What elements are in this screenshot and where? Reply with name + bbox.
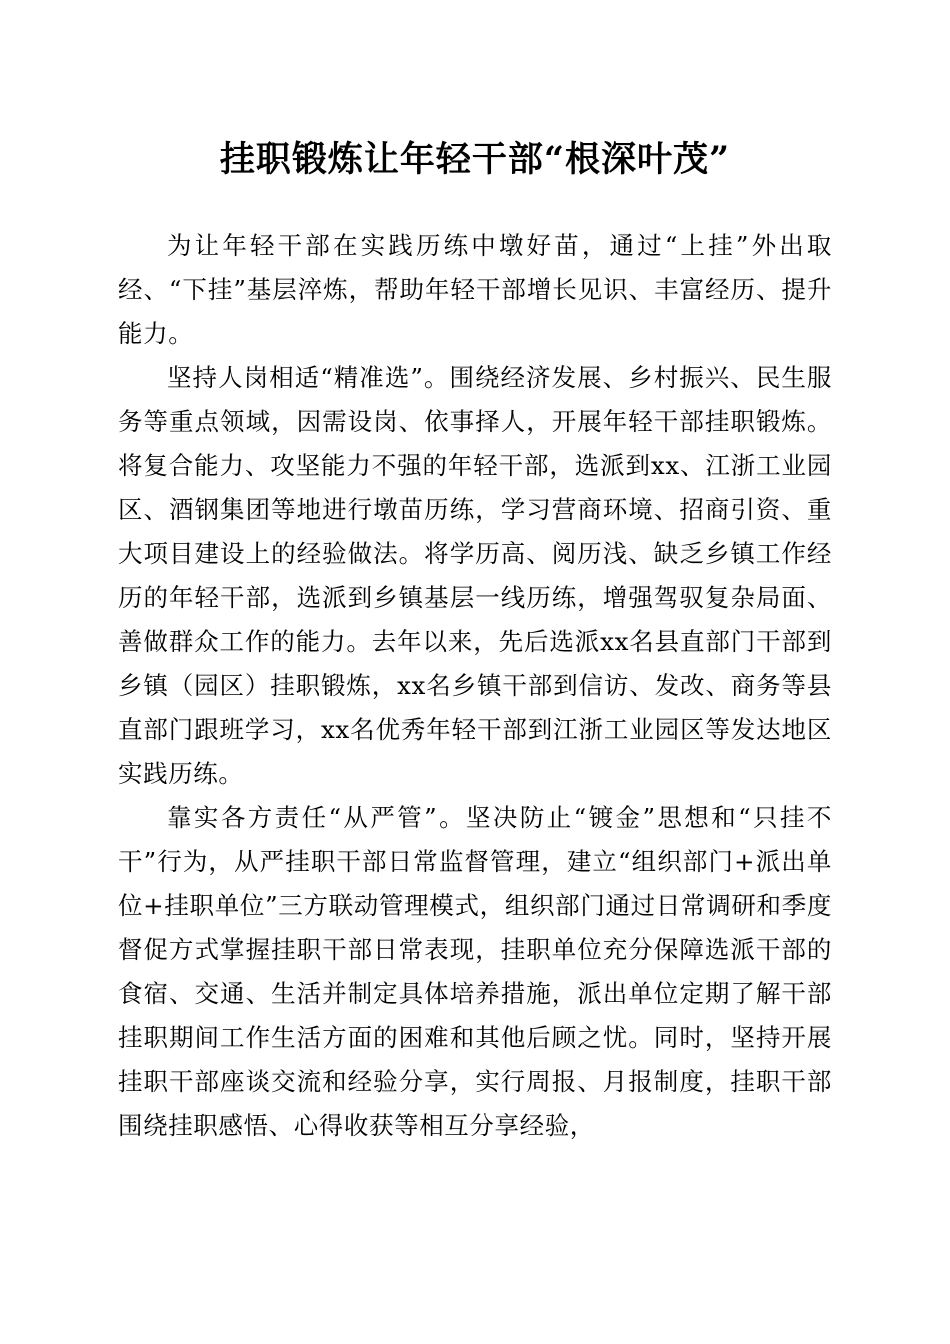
paragraph-precise-selection: 坚持人岗相适“精准选”。围绕经济发展、乡村振兴、民生服务等重点领域，因需设岗、依事择人，开展年轻干部挂职锻炼。将复合能力、攻坚能力不强的年轻干部，选派到xx、江浙工业园区、酒钢集团等地进行墩苗历练，学习营商环境、招商引资、重大项目建设上的经验做法。将学历高、阅历浅、缺乏乡镇工作经历的年轻干部，选派到乡镇基层一线历练，增强驾驭复杂局面、善做群众工作的能力。去年以来，先后选派xx名县直部门干部到乡镇（园区）挂职锻炼，xx名乡镇干部到信访、发改、商务等县直部门跟班学习，xx名优秀年轻干部到江浙工业园区等发达地区实践历练。 <box>118 363 832 788</box>
document-title: 挂职锻炼让年轻干部“根深叶茂” <box>219 139 731 180</box>
paragraph-strict-management: 靠实各方责任“从严管”。坚决防止“镀金”思想和“只挂不干”行为，从严挂职干部日常监督管理，建立“组织部门+派出单位+挂职单位”三方联动管理模式，组织部门通过日常调研和季度督促方式掌握挂职干部日常表现，挂职单位充分保障选派干部的食宿、交通、生活并制定具体培养措施，派出单位定期了解干部挂职期间工作生活方面的困难和其他后顾之忧。同时，坚持开展挂职干部座谈交流和经验分享，实行周报、月报制度，挂职干部围绕挂职感悟、心得收获等相互分享经验， <box>118 803 832 1140</box>
paragraph-intro: 为让年轻干部在实践历练中墩好苗，通过“上挂”外出取经、“下挂”基层淬炼，帮助年轻干部增长见识、丰富经历、提升能力。 <box>118 231 832 348</box>
document-body <box>118 224 832 1148</box>
